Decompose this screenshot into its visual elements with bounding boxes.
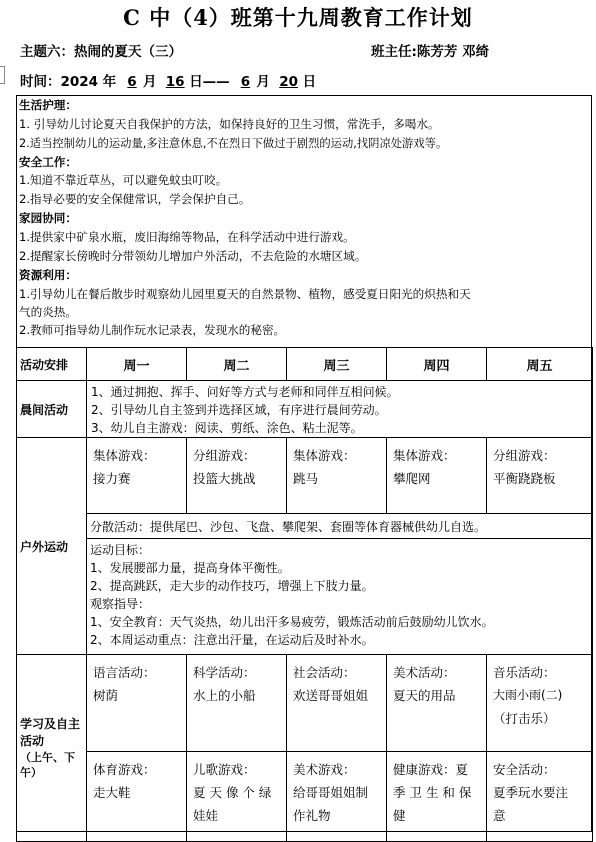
study-thu-2 (387, 752, 487, 842)
game-name: 平衡跷跷板 (493, 471, 556, 486)
activity-type: 科学活动： (193, 665, 256, 680)
activity-line: 娃娃 (193, 808, 219, 823)
study-wed-2 (287, 752, 387, 842)
time-line (20, 70, 316, 90)
home-line: 2.提醒家长傍晚时分带领幼儿增加户外活动，不去危险的水塘区域。 (19, 249, 367, 263)
activity-type: 社会活动： (293, 665, 356, 680)
study-sublabel: （上午、下午） (20, 751, 75, 779)
morning-line: 2、引导幼儿自主签到并选择区域，有序进行晨间劳动。 (91, 403, 387, 417)
day-header-wed: 周三 (287, 348, 387, 381)
goal-line: 观察指导： (90, 597, 151, 611)
outdoor-goals (87, 539, 593, 655)
game-name: 接力赛 (93, 471, 131, 486)
activity-line: 体育游戏： (93, 762, 156, 777)
activity-name: 水上的小船 (193, 688, 256, 703)
outdoor-game-wed (287, 438, 387, 514)
study-fri-1 (487, 655, 593, 752)
page-title: C 中（4）班第十九周教育工作计划 (123, 5, 473, 30)
goal-line: 运动目标： (90, 543, 151, 557)
morning-line: 1、通过拥抱、挥手、问好等方式与老师和同伴互相问候。 (91, 385, 399, 399)
section-heading-care: 生活护理： (19, 98, 77, 112)
day-header-tue: 周二 (187, 348, 287, 381)
outdoor-label: 户外运动 (17, 438, 87, 655)
study-row-2 (17, 752, 593, 842)
outdoor-game-mon (87, 438, 187, 514)
activity-line: 季 卫 生 和 保 (393, 785, 472, 800)
goals-row (17, 539, 593, 655)
activity-name: 夏天的用品 (393, 688, 456, 703)
activity-line: 健康游戏：夏 (393, 762, 469, 777)
game-type: 分组游戏： (493, 448, 556, 463)
study-row-1 (17, 655, 593, 752)
outdoor-game-thu (387, 438, 487, 514)
care-line: 1. 引导幼儿讨论夏天自我保护的方法，如保持良好的卫生习惯，常洗手，多喝水。 (19, 117, 440, 131)
safety-line: 1.知道不靠近草丛，可以避免蚊虫叮咬。 (19, 173, 228, 187)
date-separator: 日—— (189, 74, 230, 90)
safety-line: 2.指导必要的安全保健常识，学会保护自己。 (19, 192, 251, 206)
resources-line: 气的炎热。 (19, 305, 77, 319)
activity-line: 给哥哥姐姐制 (293, 785, 369, 800)
activity-line: 美术游戏： (293, 762, 356, 777)
care-line: 2.适当控制幼儿的运动量,多注意休息,不在烈日下做过于剧烈的运动,找阴凉处游戏等。 (19, 137, 448, 150)
scattered-row (17, 514, 593, 539)
morning-label: 晨间活动 (17, 381, 87, 438)
morning-line: 3、幼儿自主游戏：阅读、剪纸、涂色、粘土泥等。 (91, 421, 363, 435)
morning-content (87, 381, 593, 438)
month-unit: 月 (142, 74, 157, 90)
activity-line: 安全活动： (493, 762, 556, 777)
activity-name: 欢送哥哥姐姐 (293, 688, 369, 703)
game-type: 集体游戏： (393, 448, 456, 463)
schedule-table (16, 347, 593, 842)
scattered-activity (87, 514, 593, 539)
morning-row (17, 381, 593, 438)
game-name: 跳马 (293, 471, 319, 486)
goal-line: 1、安全教育：天气炎热，幼儿出汗多易疲劳，锻炼活动前后鼓励幼儿饮水。 (90, 615, 494, 629)
activity-type: 语言活动： (93, 665, 156, 680)
section-heading-safety: 安全工作： (19, 155, 77, 169)
game-name: 攀爬网 (393, 471, 431, 486)
end-day: 20 (279, 74, 298, 90)
home-line: 1.提供家中矿泉水瓶，废旧海绵等物品，在科学活动中进行游戏。 (19, 230, 355, 244)
activity-line: 意 (493, 808, 506, 823)
time-label: 时间：2024 年 (20, 74, 117, 90)
header-row (17, 348, 593, 381)
game-type: 集体游戏： (293, 448, 356, 463)
study-wed-1 (287, 655, 387, 752)
activity-name: 树荫 (93, 688, 119, 703)
game-type: 集体游戏： (93, 448, 156, 463)
day-header-mon: 周一 (87, 348, 187, 381)
activity-name: 大雨小雨(二) (493, 688, 563, 702)
activity-extra: （打击乐） (493, 711, 556, 726)
scattered-text: 分散活动：提供尾巴、沙包、飞盘、攀爬架、套圈等体育器械供幼儿自选。 (90, 520, 487, 534)
study-label-text: 学习及自主活动 (20, 717, 81, 748)
activity-line: 健 (393, 808, 406, 823)
activity-line: 走大鞋 (93, 785, 131, 800)
schedule-label: 活动安排 (17, 348, 87, 381)
day-unit: 日 (302, 74, 317, 90)
theme-line: 主题六：热闹的夏天（三） (20, 44, 182, 60)
section-heading-home: 家园协同： (19, 211, 77, 225)
teacher-line: 班主任:陈芳芳 邓绮 (371, 44, 490, 60)
goal-line: 2、本周运动重点：注意出汗量，在运动后及时补水。 (90, 633, 374, 647)
end-month: 6 (240, 74, 251, 90)
resources-line: 1.引导幼儿在餐后散步时观察幼儿园里夏天的自然景物、植物，感受夏日阳光的炽热和天 (19, 287, 471, 301)
resources-line: 2.教师可指导幼儿制作玩水记录表，发现水的秘密。 (19, 323, 286, 337)
game-type: 分组游戏： (193, 448, 256, 463)
study-mon-1 (87, 655, 187, 752)
activity-line: 作礼物 (293, 808, 331, 823)
day-header-fri: 周五 (487, 348, 593, 381)
start-month: 6 (127, 74, 137, 90)
study-label (17, 655, 87, 842)
outdoor-games-row (17, 438, 593, 514)
game-name: 投篮大挑战 (193, 471, 256, 486)
study-thu-1 (387, 655, 487, 752)
outdoor-game-fri (487, 438, 593, 514)
study-fri-2 (487, 752, 593, 842)
activity-line: 儿歌游戏： (193, 762, 256, 777)
activity-type: 美术活动： (393, 665, 456, 680)
goal-line: 2、提高跳跃，走大步的动作技巧，增强上下肢力量。 (90, 579, 374, 593)
section-heading-resources: 资源利用： (19, 268, 77, 282)
study-tue-2 (187, 752, 287, 842)
outdoor-game-tue (187, 438, 287, 514)
start-day: 16 (165, 74, 185, 90)
activity-type: 音乐活动： (493, 665, 556, 680)
study-mon-2 (87, 752, 187, 842)
goal-line: 1、发展腰部力量，提高身体平衡性。 (90, 561, 290, 575)
activity-line: 夏季玩水要注 (493, 785, 569, 800)
activity-line: 夏 天 像 个 绿 (193, 785, 272, 800)
margin-marker (0, 66, 5, 84)
day-header-thu: 周四 (387, 348, 487, 381)
month-unit: 月 (256, 74, 270, 90)
study-tue-1 (187, 655, 287, 752)
